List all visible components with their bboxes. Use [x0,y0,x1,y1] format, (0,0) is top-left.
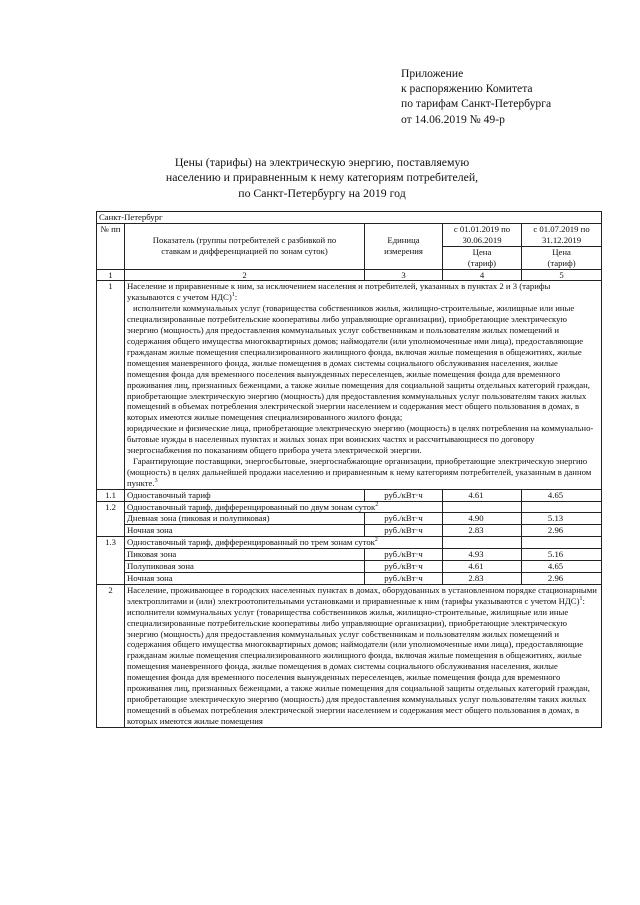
document-title [150,155,494,201]
section-1-paragraph: юридические и физические лица, приобретающие электрическую энергию (мощность) в целях потребления на коммунально-бытовые нужды в населенных пунктах и жилых зонах при воинских частях и рассчитывающиеся по договору энергоснабжения по показаниям общего прибора учета электрической энергии. [127,423,594,456]
table-row [97,573,602,585]
row-label [125,501,443,513]
row-num: 1.3 [97,537,125,585]
price-value-2: 5.13 [522,513,602,525]
section-1-row [97,281,602,489]
header-price-1: Цена (тариф) [443,246,522,269]
row-label: Ночная зона [125,525,365,537]
section-1-paragraph: Гарантирующие поставщики, энергосбытовые, энергоснабжающие организации, приобретающие электрическую энергию (мощность) в целях дальнейшей продажи населению и приравненным к нему категориям потребителей, указанным в данном пункте. [127,455,592,488]
row-label-text: Одноставочный тариф, дифференцированный по двум зонам суток [127,501,376,512]
appendix-line-1: Приложение [401,67,464,80]
section-num: 1 [97,281,125,489]
table-row [97,513,602,525]
row-label: Ночная зона [125,573,365,585]
price-value-2: 2.96 [522,525,602,537]
row-unit: руб./кВт·ч [365,573,443,585]
row-unit: руб./кВт·ч [365,489,443,501]
price-value-1: 4.61 [443,489,522,501]
title-line-3: по Санкт-Петербургу на 2019 год [238,185,406,200]
footnote-mark: 1 [579,595,583,602]
col-number: 5 [522,269,602,281]
price-value-2: 4.65 [522,489,602,501]
row-unit: руб./кВт·ч [365,561,443,573]
row-unit: руб./кВт·ч [365,513,443,525]
price-value-2: 2.96 [522,573,602,585]
col-number: 1 [97,269,125,281]
footnote-mark: 2 [375,501,379,508]
appendix-line-3: по тарифам Санкт-Петербурга [401,97,552,111]
row-label: Дневная зона (пиковая и полупиковая) [125,513,365,525]
table-row [97,525,602,537]
header-unit: Единица измерения [365,223,443,269]
row-label-text: Одноставочный тариф, дифференцированный по трем зонам суток [127,537,375,548]
section-num: 2 [97,584,125,727]
price-value-1: 4.61 [443,561,522,573]
section-2-row [97,584,602,727]
header-period-1: с 01.01.2019 по 30.06.2019 [443,223,522,246]
price-value-1: 2.83 [443,573,522,585]
price-value-1: 4.90 [443,513,522,525]
row-num: 1.1 [97,489,125,501]
row-unit: руб./кВт·ч [365,525,443,537]
price-value-2: 5.16 [522,549,602,561]
tariff-table [96,211,602,728]
region-cell: Санкт-Петербург [97,212,602,224]
title-line-2: населению и приравненным к нему категориям потребителей, [165,170,479,185]
tariff-sheet [96,211,601,728]
table-row [97,489,602,501]
section-1-intro: Население и приравненные к ним, за исключением населения и потребителей, указанных в пунктах 2 и 3 (тарифы указываются с учетом НДС) [127,281,551,303]
price-value-1: 4.93 [443,549,522,561]
section-2-paragraph: исполнители коммунальных услуг (товарищества собственников жилья, жилищно-строительные, жилищные или иные специализированные потребительские кооперативы либо управляющие организации), приобретающие электрическую энергию (мощность) для предоставления коммунальных услуг собственникам и пользователям жилых помещений и содержания общего имущества многоквартирных домов; наймодатели (или уполномоченные ими лица), предоставляющие гражданам жилые помещения специализированного жилищного фонда, включая жилые помещения в общежитиях, жилые помещения маневренного фонда, жилые помещения в домах системы социального обслуживания населения, жилые помещения фонда для временного поселения вынужденных переселенцев, жилые помещения фонда для временного проживания лиц, признанных беженцами, а также жилые помещения для социальной защиты отдельных категорий граждан, приобретающие электрическую энергию (мощность) для предоставления коммунальных услуг пользователям таких жилых помещений в объемах потребления электрической энергии населением и содержания мест общего пользования в домах, в которых имеются жилые помещения [127,606,590,726]
footnote-mark: 1 [231,292,235,299]
section-2-intro: Население, проживающее в городских населенных пунктах в домах, оборудованных в установленном порядке стационарными электроплитами и (или) электроотопительными установками и приравненные к ним (тарифы указываются с учетом НДС) [127,584,597,606]
table-row [97,561,602,573]
appendix-header [401,66,551,127]
table-row [97,501,602,513]
appendix-line-2: к распоряжению Комитета [401,82,533,96]
row-unit: руб./кВт·ч [365,549,443,561]
row-label: Полупиковая зона [125,561,365,573]
col-number: 2 [125,269,365,281]
footnote-mark: 2 [374,537,378,544]
title-line-1: Цены (тарифы) на электрическую энергию, поставляемую [174,155,470,169]
col-number: 3 [365,269,443,281]
section-1-paragraph: исполнители коммунальных услуг (товарищества собственников жилья, жилищно-строительные, жилищные или иные специализированные потребительские кооперативы либо управляющие организации), приобретающие электрическую энергию (мощность) для предоставления коммунальных услуг собственникам и пользователям жилых помещений и содержания общего имущества многоквартирных домов; наймодатели (или уполномоченные ими лица), предоставляющие гражданам жилые помещения специализированного жилищного фонда, включая жилые помещения в общежитиях, жилые помещения маневренного фонда, жилые помещения в домах системы социального обслуживания населения, жилые помещения фонда для временного поселения вынужденных переселенцев, жилые помещения фонда для временного проживания лиц, признанных беженцами, а также жилые помещения для социальной защиты отдельных категорий граждан, приобретающие электрическую энергию (мощность) для предоставления коммунальных услуг пользователям таких жилых помещений в объемах потребления электрической энергии населением и содержания мест общего пользования в домах, в которых имеются жилые помещения специализированного жилого фонда; [127,303,590,423]
table-row [97,537,602,549]
footnote-mark: 3 [154,477,158,484]
section-2-description: Население, проживающее в городских населенных пунктах в домах, оборудованных в установленном порядке стационарными электроплитами и (или) электроотопительными установками и приравненные к ним (тарифы указываются с учетом НДС)$^1$: исполнители коммунальных услуг (товарищества собственников жилья, жилищно-строительные, жилищные или иные специализированные потребительские кооперативы либо управляющие организации), приобретающие электрическую энергию (мощность) для предоставления коммунальных услуг собственникам и пользователям жилых помещений и содержания общего имущества многоквартирных домов; наймодатели (или уполномоченные ими лица), предоставляющие гражданам жилые помещения специализированного жилищного фонда, включая жилые помещения в общежитиях, жилые помещения маневренного фонда, жилые помещения в домах системы социального обслуживания населения, жилые помещения фонда для временного поселения вынужденных переселенцев, жилые помещения фонда для временного проживания лиц, признанных беженцами, а также жилые помещения для социальной защиты отдельных категорий граждан, приобретающие электрическую энергию (мощность) для предоставления коммунальных услуг пользователям таких жилых помещений в объемах потребления электрической энергии населением и содержания мест общего пользования в домах, в которых имеются жилые помещения [125,584,602,727]
col-number: 4 [443,269,522,281]
row-label [125,537,443,549]
row-num: 1.2 [97,501,125,537]
section-1-description: Население и приравненные к ним, за исключением населения и потребителей, указанных в пунктах 2 и 3 (тарифы указываются с учетом НДС)$^1$: исполнители коммунальных услуг (товарищества собственников жилья, жилищно-строительные, жилищные или иные специализированные потребительские кооперативы либо управляющие организации), приобретающие электрическую энергию (мощность) для предоставления коммунальных услуг собственникам и пользователям жилых помещений и содержания общего имущества многоквартирных домов; наймодатели (или уполномоченные ими лица), предоставляющие гражданам жилые помещения специализированного жилищного фонда, включая жилые помещения в общежитиях, жилые помещения маневренного фонда, жилые помещения в домах системы социального обслуживания населения, жилые помещения фонда для временного поселения вынужденных переселенцев, жилые помещения фонда для временного проживания лиц, признанных беженцами, а также жилые помещения для социальной защиты отдельных категорий граждан, приобретающие электрическую энергию (мощность) для предоставления коммунальных услуг пользователям таких жилых помещений в объемах потребления электрической энергии населением и содержания мест общего пользования в домах, в которых имеются жилые помещения специализированного жилого фонда; юридические и физические лица, приобретающие электрическую энергию (мощность) в целях потребления на коммунально-бытовые нужды в населенных пунктах и жилых зонах при воинских частях и рассчитывающиеся по договору энергоснабжения по показаниям общего прибора учета электрической энергии. Гарантирующие поставщики, энергосбытовые, энергоснабжающие организации, приобретающие электрическую энергию (мощность) в целях дальнейшей продажи населению и приравненным к нему категориям потребителей, указанным в данном пункте.$^3$ [125,281,602,489]
price-value-1: 2.83 [443,525,522,537]
price-value-2: 4.65 [522,561,602,573]
header-price-2: Цена (тариф) [522,246,602,269]
header-indicator: Показатель (группы потребителей с разбивкой по ставкам и дифференциацией по зонам суток) [125,223,365,269]
appendix-line-4: от 14.06.2019 № 49-р [401,112,505,126]
row-label: Одноставочный тариф [125,489,365,501]
table-row [97,549,602,561]
column-numbers-row [97,269,602,281]
header-period-2: с 01.07.2019 по 31.12.2019 [522,223,602,246]
row-label: Пиковая зона [125,549,365,561]
header-num: № пп [97,223,125,269]
